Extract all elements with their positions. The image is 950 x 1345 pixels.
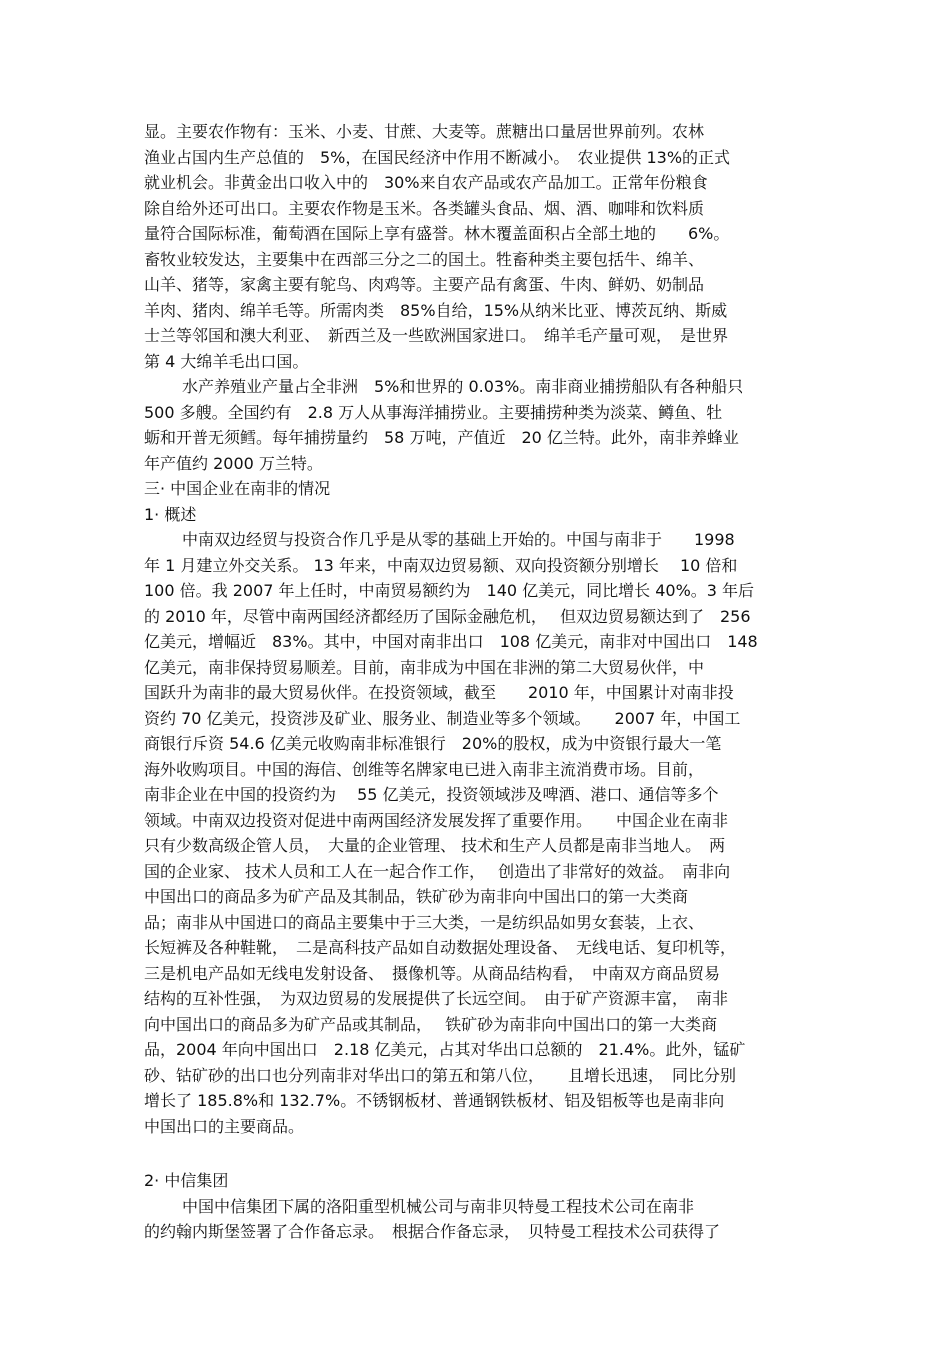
text-line: 国跃升为南非的最大贸易伙伴。在投资领域，截至 2010 年，中国累计对南非投 — [144, 683, 734, 702]
text-line: 畜牧业较发达，主要集中在西部三分之二的国土。牲畜种类主要包括牛、绵羊、 — [144, 249, 705, 269]
text-line: 商银行斥资 54.6 亿美元收购南非标准银行 20%的股权，成为中资银行最大一笔 — [144, 734, 722, 753]
text-line: 海外收购项目。中国的海信、创维等名牌家电已进入南非主流消费市场。目前， — [144, 759, 705, 779]
text-line: 的约翰内斯堡签署了合作备忘录。 根据合作备忘录， 贝特曼工程技术公司获得了 — [144, 1222, 721, 1241]
text-line: 蛎和开普无须鳕。每年捕捞量约 58 万吨，产值近 20 亿兰特。此外，南非养蜂业 — [144, 428, 739, 447]
text-line: 品，2004 年向中国出口 2.18 亿美元，占其对华出口总额的 21.4%。此外，锰矿 — [144, 1040, 746, 1059]
text-line: 山羊、猪等，家禽主要有鸵鸟、肉鸡等。主要产品有禽蛋、牛肉、鲜奶、奶制品 — [144, 275, 705, 294]
text-line: 品；南非从中国进口的商品主要集中于三大类，一是纺织品如男女套装，上衣、 — [144, 912, 705, 932]
document-body — [144, 119, 814, 1245]
text-line: 500 多艘。全国约有 2.8 万人从事海洋捕捞业。主要捕捞种类为淡菜、鳟鱼、牡 — [144, 402, 723, 422]
paragraph-first-line: 中南双边经贸与投资合作几乎是从零的基础上开始的。中国与南非于 1998 — [182, 530, 735, 549]
text-line: 长短裤及各种鞋靴， 二是高科技产品如自动数据处理设备、 无线电话、复印机等， — [144, 938, 737, 957]
text-line: 量符合国际标准，葡萄酒在国际上享有盛誉。林木覆盖面积占全部土地的 6%。 — [144, 224, 730, 243]
text-line: 三是机电产品如无线电发射设备、 摄像机等。从商品结构看， 中南双方商品贸易 — [144, 963, 721, 983]
paragraph-first-line: 水产养殖业产量占全非洲 5%和世界的 0.03%。南非商业捕捞船队有各种船只 — [182, 377, 744, 396]
text-line: 中国出口的主要商品。 — [144, 1116, 305, 1136]
text-line: 2· 中信集团 — [144, 1171, 229, 1190]
text-line: 第 4 大绵羊毛出口国。 — [144, 351, 309, 371]
text-line: 国的企业家、 技术人员和工人在一起合作工作， 创造出了非常好的效益。 南非向 — [144, 861, 731, 881]
text-line: 领域。中南双边投资对促进中南两国经济发展发挥了重要作用。 中国企业在南非 — [144, 810, 729, 830]
paragraph-first-line: 中国中信集团下属的洛阳重型机械公司与南非贝特曼工程技术公司在南非 — [182, 1196, 695, 1216]
text-line: 增长了 185.8%和 132.7%。不锈钢板材、普通钢铁板材、铝及铝板等也是南非向 — [144, 1091, 725, 1110]
paragraph-gap — [144, 1139, 814, 1168]
text-line: 结构的互补性强， 为双边贸易的发展提供了长远空间。 由于矿产资源丰富， 南非 — [144, 989, 729, 1008]
text-line: 羊肉、猪肉、绵羊毛等。所需肉类 85%自给，15%从纳米比亚、博茨瓦纳、斯威 — [144, 300, 728, 320]
text-line: 只有少数高级企管人员， 大量的企业管理、 技术和生产人员都是南非当地人。 两 — [144, 836, 726, 855]
text-line: 资约 70 亿美元，投资涉及矿业、服务业、制造业等多个领域。 2007 年，中国工 — [144, 708, 741, 728]
text-line: 亿美元，增幅近 83%。其中，中国对南非出口 108 亿美元，南非对中国出口 148 — [144, 632, 758, 651]
text-line: 的 2010 年，尽管中南两国经济都经历了国际金融危机， 但双边贸易额达到了 256 — [144, 606, 751, 626]
text-line: 中国出口的商品多为矿产品及其制品，铁矿砂为南非向中国出口的第一大类商 — [144, 887, 689, 906]
text-line: 年产值约 2000 万兰特。 — [144, 453, 323, 473]
text-line: 亿美元，南非保持贸易顺差。目前，南非成为中国在非洲的第二大贸易伙伴，中 — [144, 657, 705, 677]
text-line: 100 倍。我 2007 年上任时，中南贸易额约为 140 亿美元，同比增长 40%。3 年后 — [144, 581, 755, 600]
text-line: 就业机会。非黄金出口收入中的 30%来自农产品或农产品加工。正常年份粮食 — [144, 173, 708, 192]
text-line: 1· 概述 — [144, 504, 197, 524]
text-line: 士兰等邻国和澳大利亚、 新西兰及一些欧洲国家进口。 绵羊毛产量可观， 是世界 — [144, 326, 729, 345]
text-line: 渔业占国内生产总值的 5%，在国民经济中作用不断减小。 农业提供 13%的正式 — [144, 147, 731, 167]
text-line: 年 1 月建立外交关系。 13 年来，中南双边贸易额、双向投资额分别增长 10 倍和 — [144, 555, 738, 575]
text-line: 三· 中国企业在南非的情况 — [144, 479, 331, 498]
text-line: 砂、钴矿砂的出口也分列南非对华出口的第五和第八位， 且增长迅速， 同比分别 — [144, 1065, 737, 1085]
text-line: 除自给外还可出口。主要农作物是玉米。各类罐头食品、烟、酒、咖啡和饮料质 — [144, 198, 705, 218]
text-line: 南非企业在中国的投资约为 55 亿美元，投资领域涉及啤酒、港口、通信等多个 — [144, 785, 719, 804]
text-line: 向中国出口的商品多为矿产品或其制品， 铁矿砂为南非向中国出口的第一大类商 — [144, 1014, 718, 1034]
text-line: 显。主要农作物有：玉米、小麦、甘蔗、大麦等。蔗糖出口量居世界前列。农林 — [144, 122, 705, 141]
